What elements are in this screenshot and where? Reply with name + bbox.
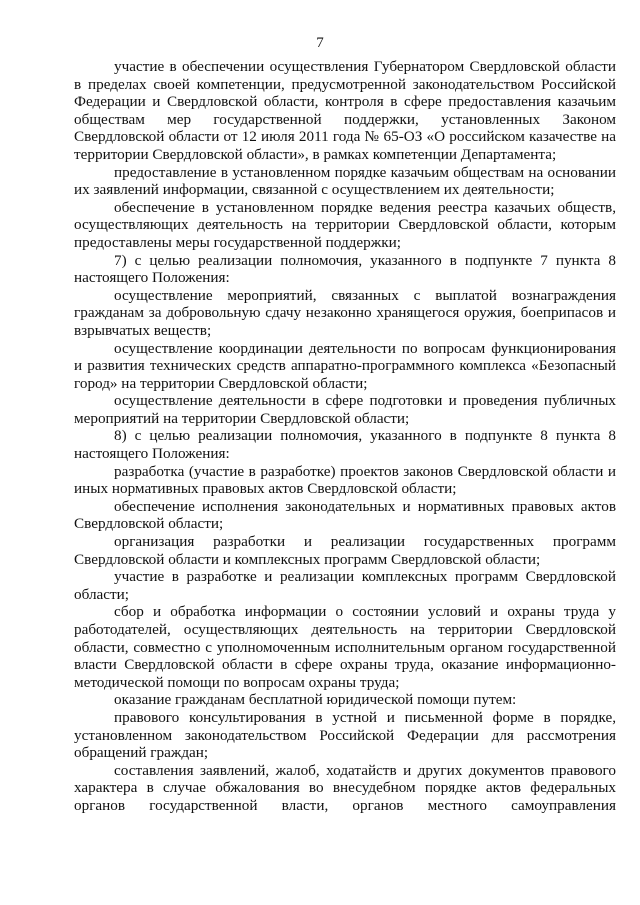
paragraph-subpoint-7: 7) с целью реализации полномочия, указанного в подпункте 7 пункта 8 настоящего Положения: (74, 251, 616, 287)
paragraph-cossack-registry: обеспечение в установленном порядке ведения реестра казачьих обществ, осуществляющих деятельность на территории Свердловской области, которым предоставлены меры государственной поддержки; (74, 198, 616, 251)
paragraph-subpoint-8: 8) с целью реализации полномочия, указанного в подпункте 8 пункта 8 настоящего Положения: (74, 427, 616, 463)
page-number: 7 (316, 35, 324, 51)
paragraph-weapons-reward: осуществление мероприятий, связанных с выплатой вознаграждения гражданам за добровольную сдачу незаконно хранящегося оружия, боеприпасов и взрывчатых веществ; (74, 286, 616, 339)
document-body (74, 58, 616, 815)
paragraph-complaints: составления заявлений, жалоб, ходатайств и других документов правового характера в случае обжалования во внесудебном порядке актов федеральных органов государственной власти, органов местного самоуправления (74, 761, 616, 814)
paragraph-legal-consulting: правового консультирования в устной и письменной форме в порядке, установленном законодательством Российской Федерации для рассмотрения обращений граждан; (74, 708, 616, 762)
paragraph-governor-control: участие в обеспечении осуществления Губернатором Свердловской области в пределах своей компетенции, предусмотренной законодательством Российской Федерации и Свердловской области, контроля в сфере предоставления казачьим обществам мер государственной поддержки, установленных Законом Свердловской области от 12 июля 2011 года № 65-ОЗ «О российском казачестве на территории Свердловской области», в рамках компетенции Департамента; (74, 58, 616, 163)
paragraph-public-events: осуществление деятельности в сфере подготовки и проведения публичных мероприятий на территории Свердловской области; (74, 392, 616, 427)
paragraph-safe-city: осуществление координации деятельности по вопросам функционирования и развития технических средств аппаратно-программного комплекса «Безопасный город» на территории Свердловской области; (74, 339, 616, 392)
paragraph-draft-laws: разработка (участие в разработке) проектов законов Свердловской области и иных нормативных правовых актов Свердловской области; (74, 462, 616, 498)
paragraph-state-programs: организация разработки и реализации государственных программ Свердловской области и комплексных программ Свердловской области; (74, 533, 616, 568)
paragraph-complex-programs: участие в разработке и реализации комплексных программ Свердловской области; (74, 568, 616, 603)
paragraph-legal-aid: оказание гражданам бесплатной юридической помощи путем: (114, 691, 517, 709)
paragraph-law-enforcement: обеспечение исполнения законодательных и нормативных правовых актов Свердловской области; (74, 497, 616, 533)
paragraph-labor-safety: сбор и обработка информации о состоянии условий и охраны труда у работодателей, осуществляющих деятельность на территории Свердловской области, совместно с уполномоченным исполнительным органом государственной власти Свердловской области в сфере охраны труда, оказание информационно-методической помощи по вопросам охраны труда; (74, 603, 616, 691)
paragraph-providing-information: предоставление в установленном порядке казачьим обществам на основании их заявлений информации, связанной с осуществлением их деятельности; (74, 163, 616, 199)
